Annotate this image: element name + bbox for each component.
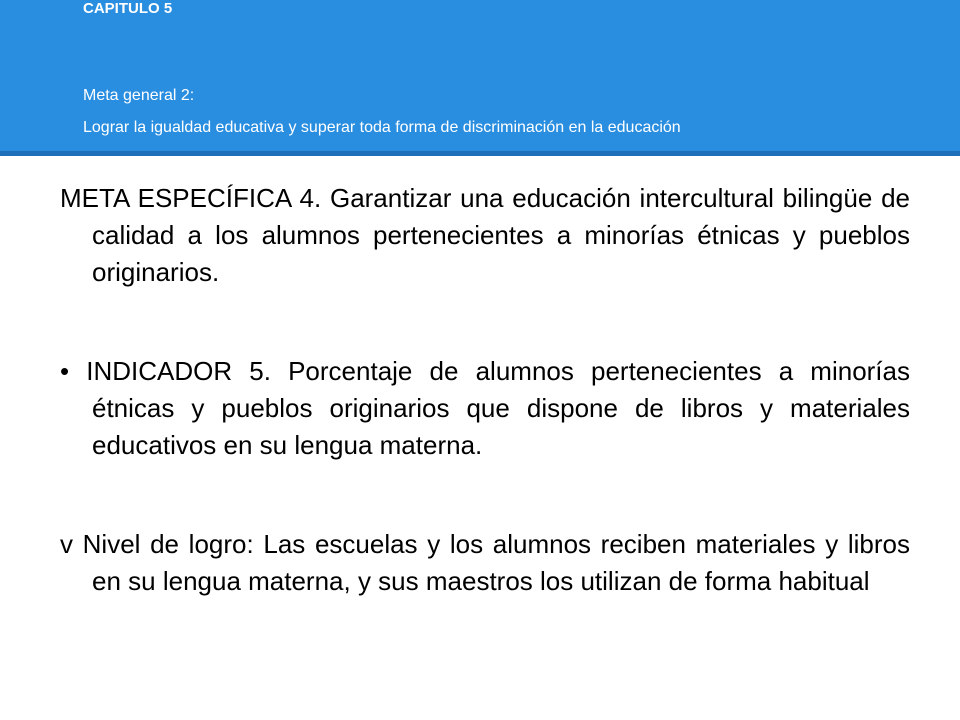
specific-goal-paragraph: META ESPECÍFICA 4. Garantizar una educación intercultural bilingüe de calidad a los alumnos pertenecientes a minorías étnicas y pueblos originarios. [60, 183, 910, 287]
achievement-level-paragraph: v Nivel de logro: Las escuelas y los alumnos reciben materiales y libros en su lengua materna, y sus maestros los utilizan de forma habitual [60, 529, 910, 596]
chapter-title: CAPITULO 5 [83, 0, 173, 17]
header-banner [0, 0, 960, 156]
goal-text: Lograr la igualdad educativa y superar toda forma de discriminación en la educación [83, 119, 681, 136]
indicator-paragraph: • INDICADOR 5. Porcentaje de alumnos pertenecientes a minorías étnicas y pueblos originarios que dispone de libros y materiales educativos en su lengua materna. [60, 356, 910, 460]
slide-body [60, 180, 910, 600]
goal-label: Meta general 2: [83, 87, 195, 104]
